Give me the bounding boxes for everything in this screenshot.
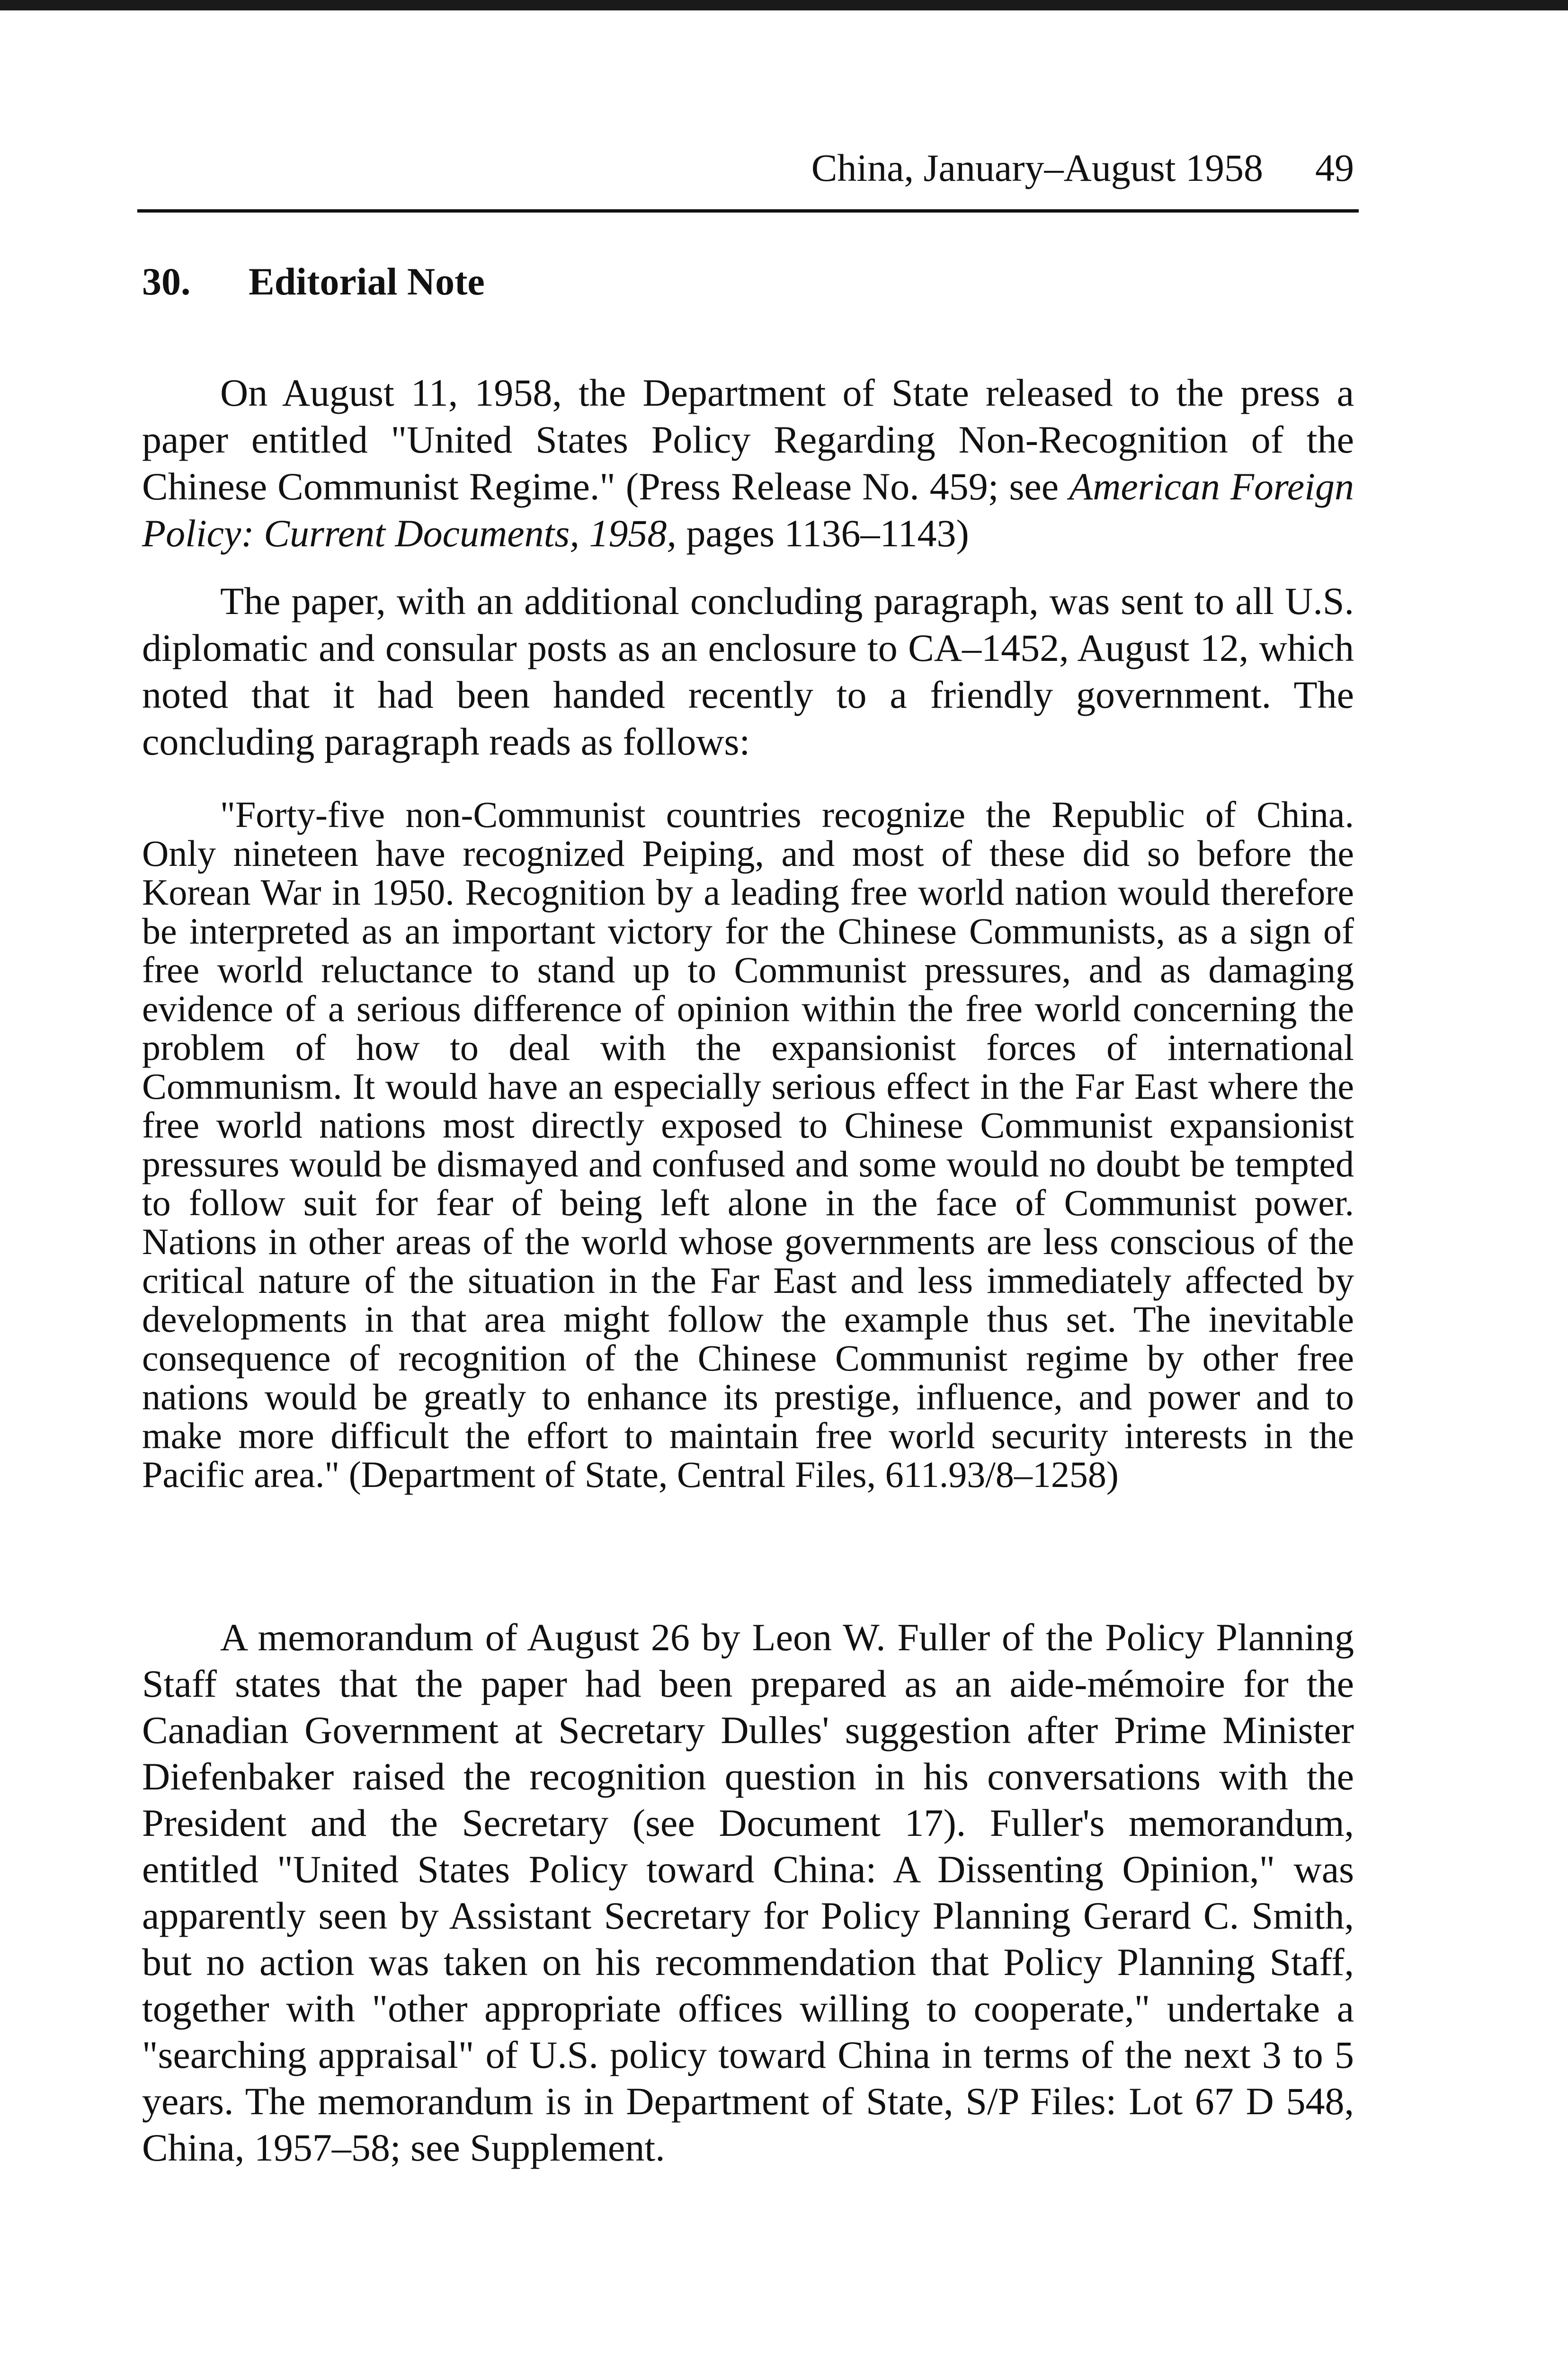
paragraph-4: A memorandum of August 26 by Leon W. Fuller of the Policy Planning Staff states that the paper had been prepared as an aide-mémoire for the Canadian Government at Secretary Dulles' suggestion after Prime Minister Diefenbaker raised the recognition question in his conversations with the President and the Secretary (see Document 17). Fuller's memorandum, entitled "United States Policy toward China: A Dissenting Opinion," was apparently seen by Assistant Secretary for Policy Planning Gerard C. Smith, but no action was taken on his recommendation that Policy Planning Staff, together with "other appropriate offices willing to cooperate," undertake a "searching appraisal" of U.S. policy toward China in terms of the next 3 to 5 years. The memorandum is in Department of State, S/P Files: Lot 67 D 548, China, 1957–58; see Supplement. (142, 1616, 1354, 2169)
publication-title: American Foreign Policy: Current Documents, 1958, (142, 465, 1354, 555)
section-heading (142, 256, 485, 308)
running-head (137, 142, 1354, 194)
section-title: Editorial Note (249, 260, 485, 303)
running-title: China, January–August 1958 (811, 146, 1263, 189)
paragraph-1-end: pages 1136–1143) (676, 512, 969, 555)
section-number: 30. (142, 260, 191, 303)
paragraph-1-text: On August 11, 1958, the Department of State released to the press a paper entitled "United States Policy Regarding Non-Recognition of the Chinese Communist Regime." (Press Release No. 459; see (142, 371, 1354, 508)
paragraph-1 (142, 369, 1354, 557)
header-rule (137, 209, 1359, 213)
page-number: 49 (1315, 146, 1354, 189)
paragraph-2: The paper, with an additional concluding paragraph, was sent to all U.S. diplomatic and consular posts as an enclosure to CA–1452, August 12, which noted that it had been handed recently to a friendly government. The concluding paragraph reads as follows: (142, 579, 1354, 763)
quoted-paragraph: "Forty-five non-Communist countries recognize the Republic of China. Only nineteen have recognized Peiping, and most of these did so before the Korean War in 1950. Recognition by a leading free world nation would therefore be interpreted as an important victory for the Chinese Communists, as a sign of free world reluctance to stand up to Communist pressures, and as damaging evidence of a serious difference of opinion within the free world concerning the problem of how to deal with the expansionist forces of international Communism. It would have an especially serious effect in the Far East where the free world nations most directly exposed to Chinese Communist expansionist pressures would be dismayed and confused and some would no doubt be tempted to follow suit for fear of being left alone in the face of Communist power. Nations in other areas of the world whose governments are less conscious of the critical nature of the situation in the Far East and less immediately affected by developments in that area might follow the example thus set. The inevitable consequence of recognition of the Chinese Communist regime by other free nations would be greatly to enhance its prestige, influence, and power and to make more difficult the effort to maintain free world security interests in the Pacific area." (Department of State, Central Files, 611.93/8–1258) (142, 794, 1354, 1495)
